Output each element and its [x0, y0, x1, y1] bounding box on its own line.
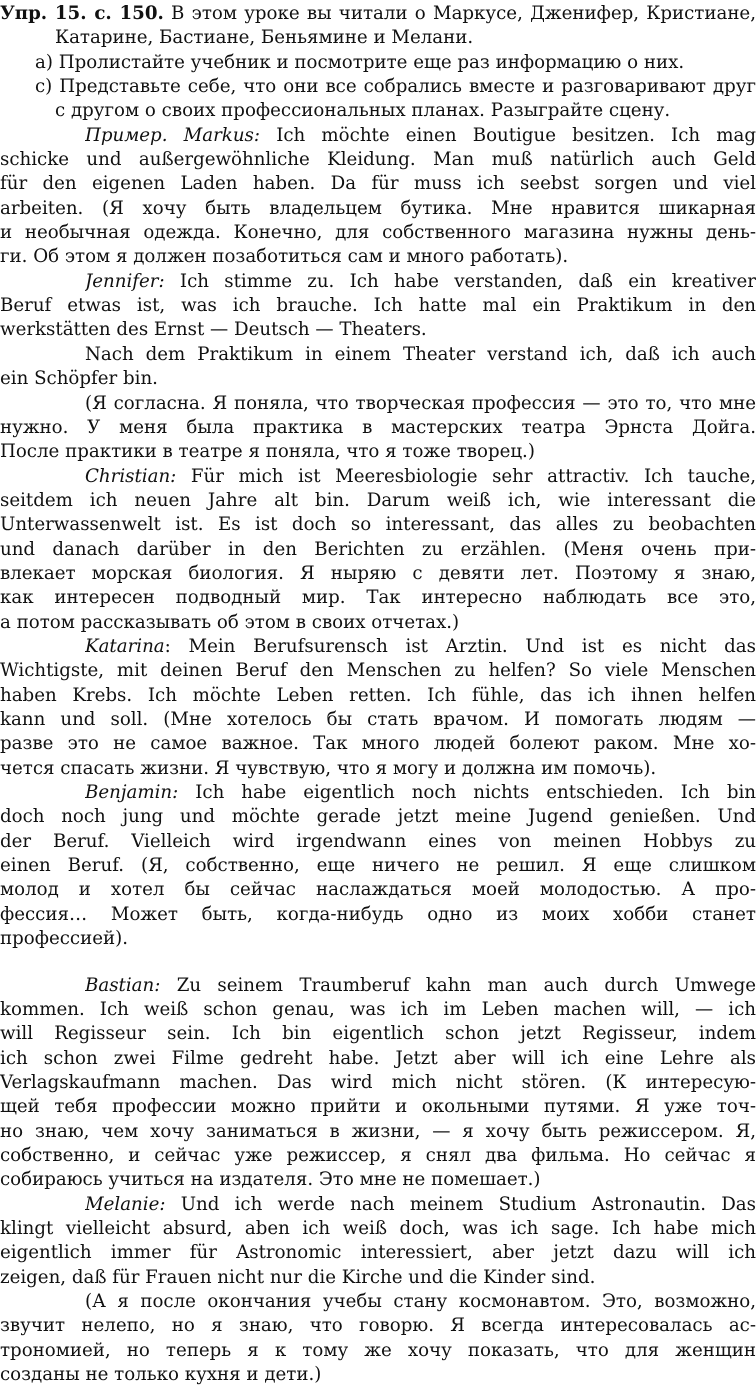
- speaker-label: Пример. Markus:: [85, 125, 261, 146]
- speaker-label: Christian:: [85, 466, 177, 487]
- text-line: фессия… Может быть, когда-нибудь одно из моих хобби станет: [0, 904, 756, 925]
- text-line: Beruf etwas ist, was ich brauche. Ich hatte mal ein Praktikum in den: [0, 295, 756, 316]
- text-line: will Regisseur sein. Ich bin eigentlich schon jetzt Regisseur, indem: [0, 1023, 756, 1044]
- exercise-label: Упр. 15. с. 150.: [0, 3, 164, 24]
- text-line: ги. Об этом я должен позаботиться сам и много работать).: [0, 246, 569, 267]
- speaker-line-jennifer: Jennifer: Ich stimme zu. Ich habe verstanden, daß ein kreativer: [85, 271, 756, 292]
- text-line: молод и хотел бы сейчас наслаждаться моей молодостью. А про-: [0, 879, 756, 900]
- speaker-label: Benjamin:: [85, 782, 179, 803]
- text-line: ich schon zwei Filme gedreht habe. Jetzt aber will ich eine Lehre als: [0, 1048, 756, 1069]
- speaker-label: Jennifer:: [85, 271, 165, 292]
- exercise-heading: Упр. 15. с. 150. В этом уроке вы читали о Маркусе, Дженифер, Кристиане,: [0, 3, 756, 24]
- text-line: трономией, но теперь я к тому же хочу показать, что для женщин: [0, 1340, 756, 1361]
- text-line: с другом о своих профессиональных планах. Разыграйте сцену.: [55, 100, 671, 121]
- speaker-line-benjamin: Benjamin: Ich habe eigentlich noch nichts entschieden. Ich bin: [85, 782, 756, 803]
- text-line: und danach darüber in den Berichten zu erzählen. (Меня очень при-: [0, 539, 756, 560]
- text-line: как интересен подводный мир. Так интересно наблюдать все это,: [0, 587, 756, 608]
- speaker-line-christian: Christian: Für mich ist Meeresbiologie sehr attractiv. Ich tauche,: [85, 466, 756, 487]
- text-line: der Beruf. Vielleich wird irgendwann eines von meinen Hobbys zu: [0, 831, 756, 852]
- text-line: чется спасать жизни. Я чувствую, что я могу и должна им помочь).: [0, 758, 657, 779]
- text-line: haben Krebs. Ich möchte Leben retten. Ich fühle, das ich ihnen helfen: [0, 685, 756, 706]
- text-line: kommen. Ich weiß schon genau, was ich im Leben machen will, — ich: [0, 999, 756, 1020]
- text-line: klingt vielleicht absurd, aben ich weiß doch, was ich sage. Ich habe mich: [0, 1218, 756, 1239]
- text-line: Nach dem Praktikum in einem Theater verstand ich, daß ich auch: [85, 344, 756, 365]
- text-line: Wichtigste, mit deinen Beruf den Menschen zu helfen? So viele Menschen: [0, 660, 756, 681]
- speaker-line-melanie: Melanie: Und ich werde nach meinem Studium Astronautin. Das: [85, 1194, 756, 1215]
- speaker-line-katarina: Katarina: Mein Berufsurensch ist Arztin. Und ist es nicht das: [85, 636, 756, 657]
- text-line: für den eigenen Laden haben. Da für muss ich seebst sorgen und viel: [0, 173, 756, 194]
- speaker-label: Bastian:: [85, 975, 161, 996]
- speaker-line-bastian: Bastian: Zu seinem Traumberuf kahn man auch durch Umwege: [85, 975, 756, 996]
- task-c: с) Представьте себе, что они все собрались вместе и разговаривают друг: [35, 76, 756, 97]
- task-a: а) Пролистайте учебник и посмотрите еще раз информацию о них.: [35, 52, 685, 73]
- text-line: но знаю, чем хочу заниматься в жизни, — я хочу быть режиссером. Я,: [0, 1121, 756, 1142]
- speaker-label: Katarina: [85, 636, 165, 657]
- text-line: Verlagskaufmann machen. Das wird mich nicht stören. (К интересую-: [0, 1072, 756, 1093]
- speaker-line-markus: Пример. Markus: Ich möchte einen Boutigue besitzen. Ich mag: [85, 125, 756, 146]
- text-line: zeigen, daß für Frauen nicht nur die Kirche und die Kinder sind.: [0, 1267, 596, 1288]
- text-line: werkstätten des Ernst — Deutsch — Theaters.: [0, 319, 427, 340]
- text-line: нужно. У меня была практика в мастерских театра Эрнста Дойга.: [0, 417, 756, 438]
- text-line: einen Beruf. (Я, собственно, еще ничего не решил. Я еще слишком: [0, 855, 756, 876]
- text-line: eigentlich immer für Astronomic interessiert, aber jetzt dazu will ich: [0, 1242, 756, 1263]
- text-line: doch noch jung und möchte gerade jetzt meine Jugend genießen. Und: [0, 806, 756, 827]
- text-line: (А я после окончания учебы стану космонавтом. Это, возможно,: [85, 1291, 756, 1312]
- text-line: щей тебя профессии можно прийти и окольными путями. Я уже точ-: [0, 1096, 756, 1117]
- text-line: а потом рассказывать об этом в своих отчетах.): [0, 612, 460, 633]
- text-line: и необычная одежда. Конечно, для собственного магазина нужны день-: [0, 222, 756, 243]
- text-line: (Я согласна. Я поняла, что творческая профессия — это то, что мне: [85, 393, 756, 414]
- text-line: ein Schöpfer bin.: [0, 368, 158, 389]
- text-line: влекает морская биология. Я ныряю с девяти лет. Поэтому я знаю,: [0, 563, 756, 584]
- text-line: звучит нелепо, но я знаю, что говорю. Я всегда интересовалась ас-: [0, 1315, 756, 1336]
- text-line: профессией).: [0, 928, 128, 949]
- text-line: Катарине, Бастиане, Беньямине и Мелани.: [55, 27, 474, 48]
- text-line: созданы не только кухня и дети.): [0, 1364, 322, 1385]
- text-line: kann und soll. (Мне хотелось бы стать врачом. И помогать людям —: [0, 709, 756, 730]
- text-line: seitdem ich neuen Jahre alt bin. Darum weiß ich, wie interessant die: [0, 490, 756, 511]
- text-line: schicke und außergewöhnliche Kleidung. Man muß natürlich auch Geld: [0, 149, 756, 170]
- text-line: После практики в театре я поняла, что я тоже творец.): [0, 441, 535, 462]
- text-line: собственно, и сейчас уже режиссер, я снял два фильма. Но сейчас я: [0, 1145, 756, 1166]
- text-line: разве это не самое важное. Так много людей болеют раком. Мне хо-: [0, 733, 756, 754]
- speaker-label: Melanie:: [85, 1194, 166, 1215]
- text-line: arbeiten. (Я хочу быть владельцем бутика. Мне нравится шикарная: [0, 198, 756, 219]
- text-line: собираюсь учиться на издателя. Это мне не помешает.): [0, 1169, 541, 1190]
- text-line: Unterwassenwelt ist. Es ist doch so interessant, das alles zu beobachten: [0, 514, 756, 535]
